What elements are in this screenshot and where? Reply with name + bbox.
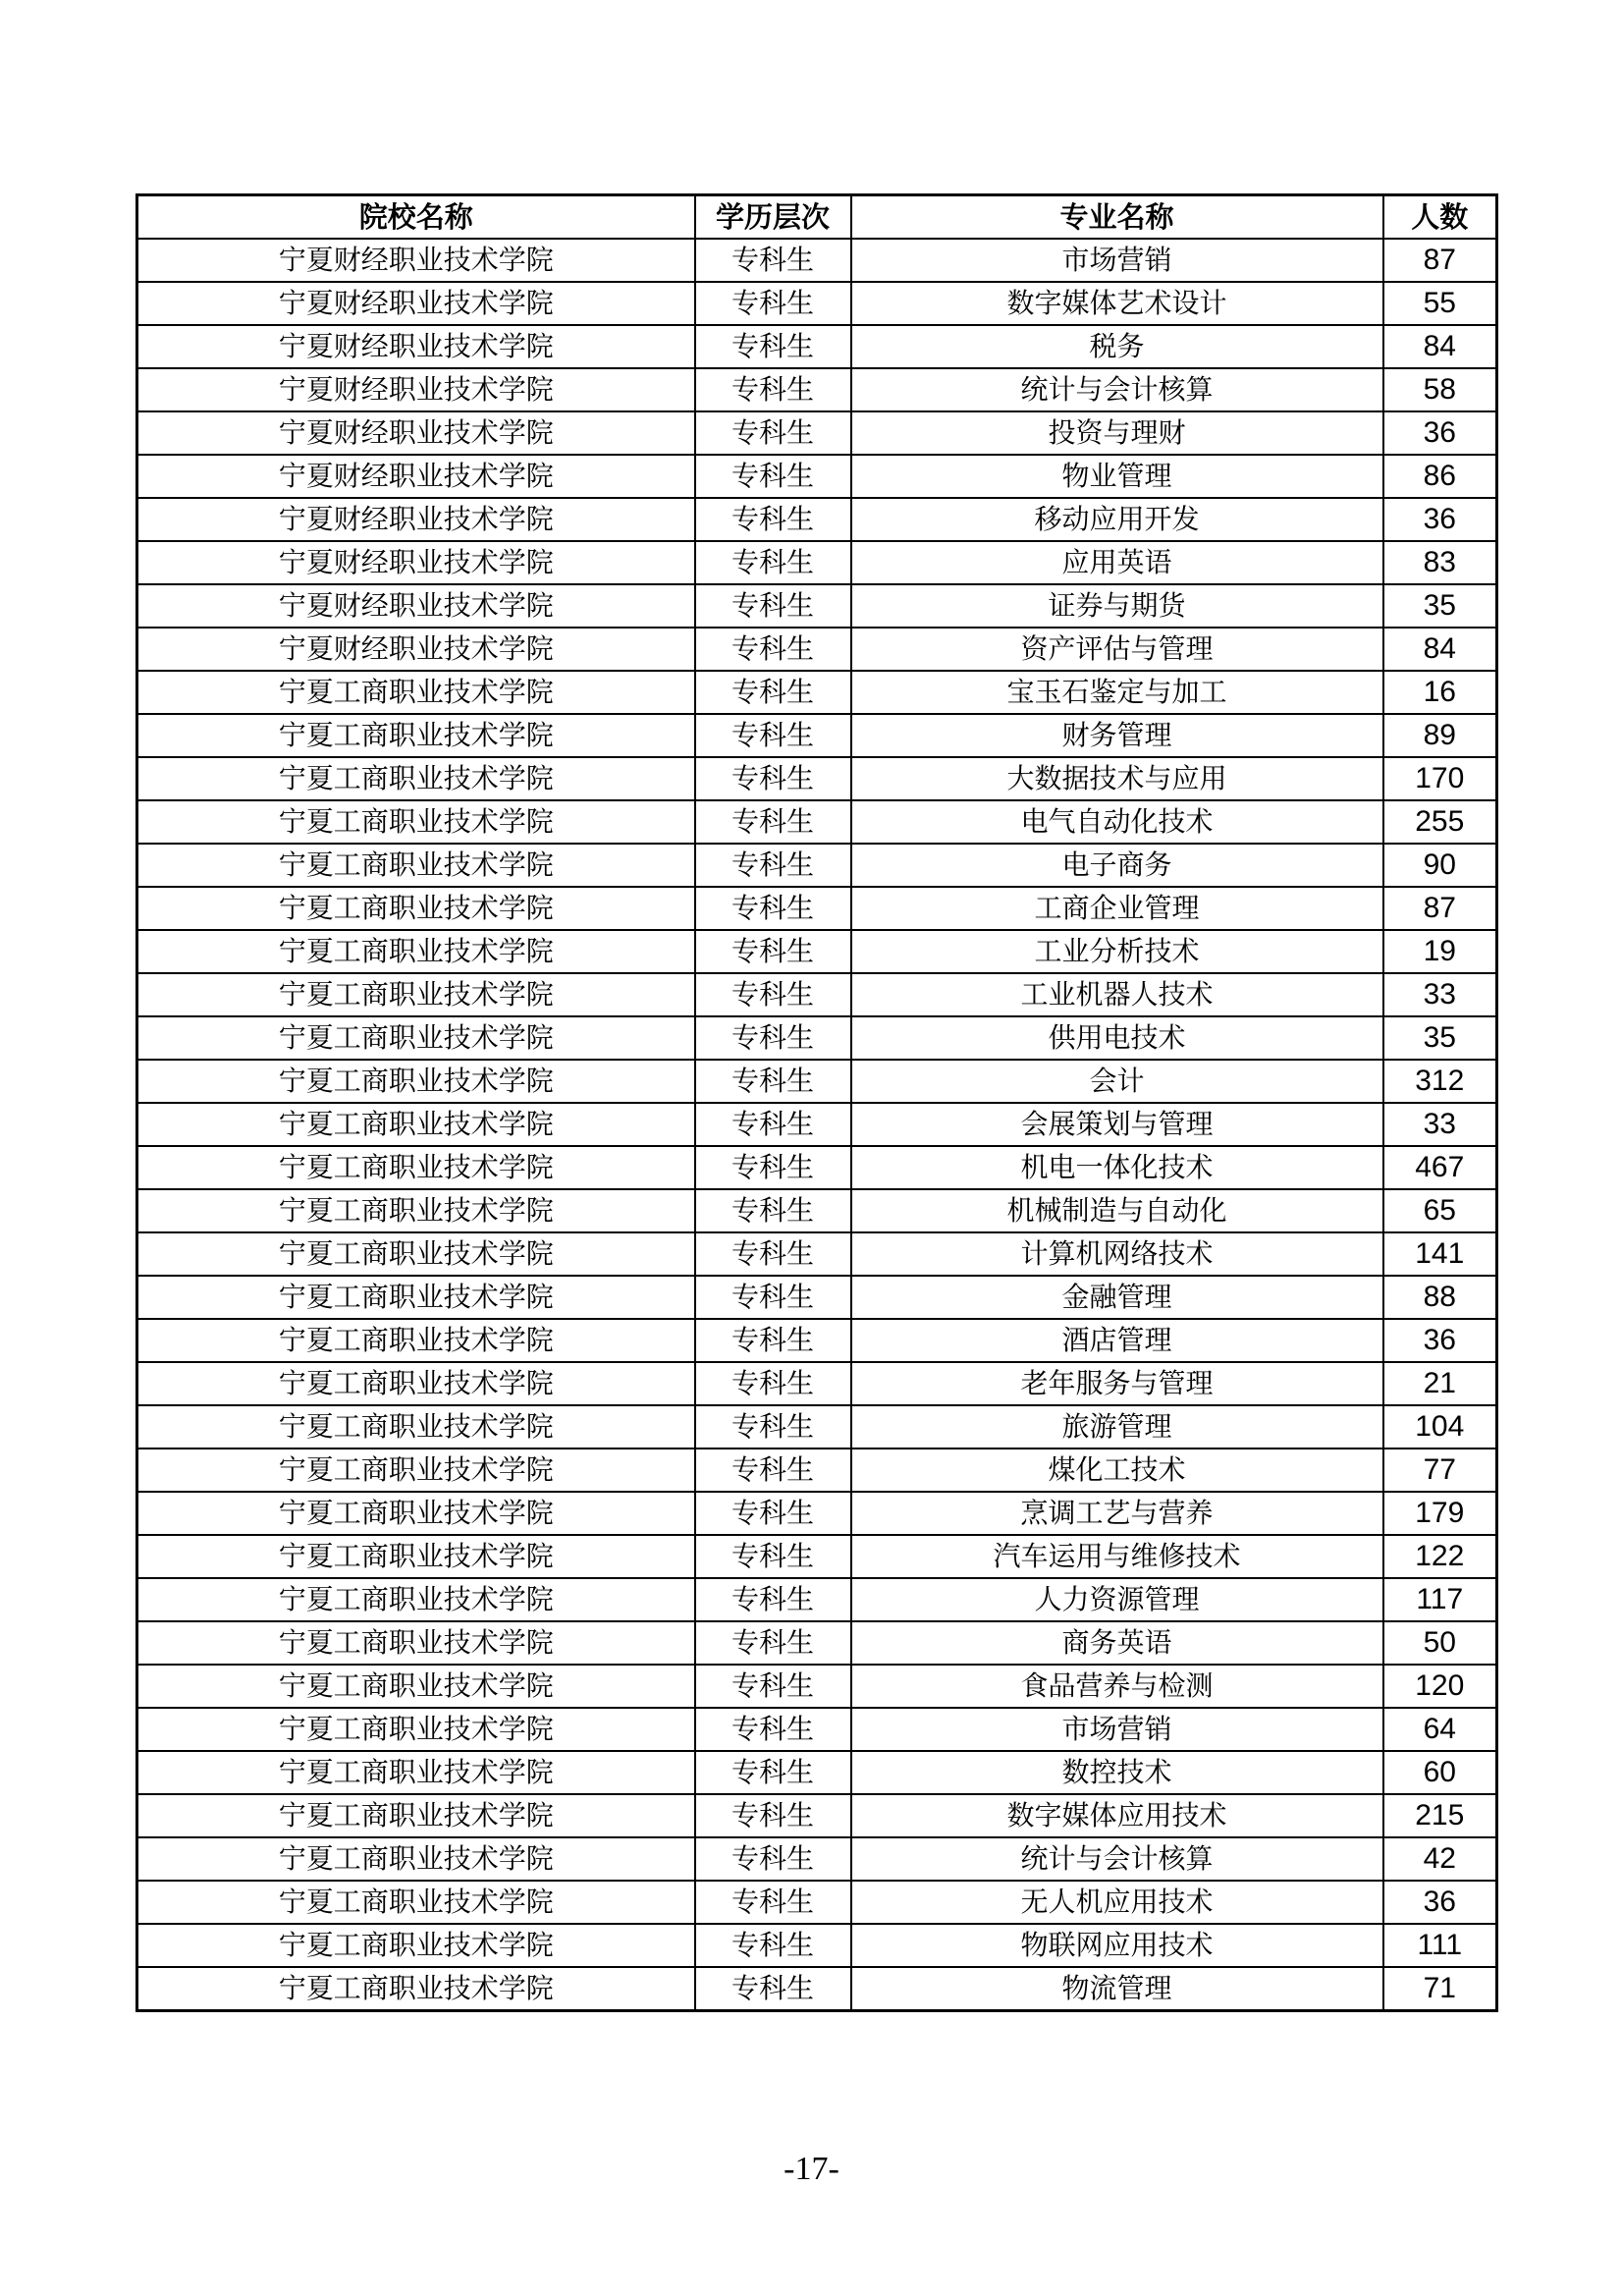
cell-count: 83	[1383, 541, 1497, 584]
cell-level: 专科生	[695, 1665, 851, 1708]
cell-school: 宁夏工商职业技术学院	[137, 1967, 695, 2011]
cell-major: 工商企业管理	[851, 887, 1383, 930]
cell-level: 专科生	[695, 887, 851, 930]
table-row	[137, 1449, 1497, 1492]
cell-major: 数控技术	[851, 1751, 1383, 1794]
cell-major: 计算机网络技术	[851, 1232, 1383, 1276]
table-row	[137, 1189, 1497, 1232]
cell-level: 专科生	[695, 1621, 851, 1665]
cell-major: 机电一体化技术	[851, 1146, 1383, 1189]
cell-major: 汽车运用与维修技术	[851, 1535, 1383, 1578]
cell-school: 宁夏工商职业技术学院	[137, 1405, 695, 1449]
cell-level: 专科生	[695, 411, 851, 455]
cell-school: 宁夏工商职业技术学院	[137, 1492, 695, 1535]
cell-major: 机械制造与自动化	[851, 1189, 1383, 1232]
table-row	[137, 584, 1497, 628]
table-row	[137, 1708, 1497, 1751]
cell-major: 烹调工艺与营养	[851, 1492, 1383, 1535]
cell-count: 65	[1383, 1189, 1497, 1232]
cell-count: 60	[1383, 1751, 1497, 1794]
table-row	[137, 757, 1497, 800]
cell-level: 专科生	[695, 757, 851, 800]
cell-level: 专科生	[695, 498, 851, 541]
cell-level: 专科生	[695, 1189, 851, 1232]
cell-level: 专科生	[695, 930, 851, 973]
cell-count: 35	[1383, 1016, 1497, 1060]
cell-count: 87	[1383, 239, 1497, 282]
cell-count: 179	[1383, 1492, 1497, 1535]
cell-school: 宁夏财经职业技术学院	[137, 282, 695, 325]
table-row	[137, 411, 1497, 455]
cell-level: 专科生	[695, 844, 851, 887]
cell-school: 宁夏工商职业技术学院	[137, 1578, 695, 1621]
cell-major: 无人机应用技术	[851, 1881, 1383, 1924]
cell-level: 专科生	[695, 1578, 851, 1621]
table-row	[137, 368, 1497, 411]
cell-level: 专科生	[695, 1837, 851, 1881]
cell-school: 宁夏财经职业技术学院	[137, 498, 695, 541]
cell-count: 21	[1383, 1362, 1497, 1405]
cell-school: 宁夏财经职业技术学院	[137, 628, 695, 671]
table-row	[137, 1146, 1497, 1189]
cell-school: 宁夏工商职业技术学院	[137, 1449, 695, 1492]
cell-count: 88	[1383, 1276, 1497, 1319]
cell-major: 电子商务	[851, 844, 1383, 887]
cell-school: 宁夏工商职业技术学院	[137, 1837, 695, 1881]
cell-major: 数字媒体应用技术	[851, 1794, 1383, 1837]
cell-school: 宁夏工商职业技术学院	[137, 1146, 695, 1189]
cell-school: 宁夏财经职业技术学院	[137, 584, 695, 628]
cell-count: 64	[1383, 1708, 1497, 1751]
table-row	[137, 1751, 1497, 1794]
table-row	[137, 1794, 1497, 1837]
cell-major: 市场营销	[851, 1708, 1383, 1751]
cell-count: 111	[1383, 1924, 1497, 1967]
cell-count: 87	[1383, 887, 1497, 930]
cell-level: 专科生	[695, 973, 851, 1016]
table-row	[137, 973, 1497, 1016]
table-row	[137, 800, 1497, 844]
cell-count: 90	[1383, 844, 1497, 887]
cell-level: 专科生	[695, 1449, 851, 1492]
cell-major: 人力资源管理	[851, 1578, 1383, 1621]
table-row	[137, 930, 1497, 973]
cell-major: 煤化工技术	[851, 1449, 1383, 1492]
cell-count: 86	[1383, 455, 1497, 498]
cell-school: 宁夏工商职业技术学院	[137, 1535, 695, 1578]
table-row	[137, 887, 1497, 930]
cell-school: 宁夏财经职业技术学院	[137, 368, 695, 411]
table-row	[137, 1405, 1497, 1449]
cell-level: 专科生	[695, 1319, 851, 1362]
cell-count: 122	[1383, 1535, 1497, 1578]
cell-school: 宁夏工商职业技术学院	[137, 1708, 695, 1751]
cell-level: 专科生	[695, 584, 851, 628]
cell-school: 宁夏工商职业技术学院	[137, 1103, 695, 1146]
cell-count: 77	[1383, 1449, 1497, 1492]
table-row	[137, 1232, 1497, 1276]
cell-level: 专科生	[695, 1924, 851, 1967]
table-row	[137, 1621, 1497, 1665]
cell-school: 宁夏工商职业技术学院	[137, 671, 695, 714]
cell-count: 215	[1383, 1794, 1497, 1837]
table-row	[137, 282, 1497, 325]
cell-level: 专科生	[695, 455, 851, 498]
table-row	[137, 1924, 1497, 1967]
cell-major: 工业分析技术	[851, 930, 1383, 973]
cell-count: 36	[1383, 1881, 1497, 1924]
table-row	[137, 498, 1497, 541]
cell-count: 170	[1383, 757, 1497, 800]
cell-count: 55	[1383, 282, 1497, 325]
cell-count: 33	[1383, 1103, 1497, 1146]
table-row	[137, 325, 1497, 368]
table-row	[137, 1362, 1497, 1405]
cell-major: 物业管理	[851, 455, 1383, 498]
cell-level: 专科生	[695, 1276, 851, 1319]
table-row	[137, 455, 1497, 498]
cell-major: 老年服务与管理	[851, 1362, 1383, 1405]
table-row	[137, 1967, 1497, 2011]
cell-major: 金融管理	[851, 1276, 1383, 1319]
table-header-row	[137, 195, 1497, 240]
table-row	[137, 1319, 1497, 1362]
cell-level: 专科生	[695, 541, 851, 584]
cell-school: 宁夏工商职业技术学院	[137, 930, 695, 973]
cell-major: 电气自动化技术	[851, 800, 1383, 844]
cell-school: 宁夏财经职业技术学院	[137, 325, 695, 368]
cell-major: 证券与期货	[851, 584, 1383, 628]
cell-count: 36	[1383, 498, 1497, 541]
cell-level: 专科生	[695, 1405, 851, 1449]
cell-level: 专科生	[695, 1708, 851, 1751]
cell-level: 专科生	[695, 1794, 851, 1837]
cell-major: 财务管理	[851, 714, 1383, 757]
table-row	[137, 1060, 1497, 1103]
cell-count: 84	[1383, 325, 1497, 368]
cell-major: 物流管理	[851, 1967, 1383, 2011]
table-row	[137, 1535, 1497, 1578]
cell-school: 宁夏工商职业技术学院	[137, 1362, 695, 1405]
cell-school: 宁夏财经职业技术学院	[137, 239, 695, 282]
cell-major: 投资与理财	[851, 411, 1383, 455]
cell-major: 酒店管理	[851, 1319, 1383, 1362]
cell-level: 专科生	[695, 1492, 851, 1535]
cell-major: 食品营养与检测	[851, 1665, 1383, 1708]
table-row	[137, 1837, 1497, 1881]
cell-major: 税务	[851, 325, 1383, 368]
cell-major: 资产评估与管理	[851, 628, 1383, 671]
table-row	[137, 541, 1497, 584]
cell-level: 专科生	[695, 1362, 851, 1405]
cell-count: 35	[1383, 584, 1497, 628]
cell-count: 33	[1383, 973, 1497, 1016]
cell-level: 专科生	[695, 1535, 851, 1578]
table-row	[137, 239, 1497, 282]
table-row	[137, 1276, 1497, 1319]
table-row	[137, 1578, 1497, 1621]
cell-school: 宁夏财经职业技术学院	[137, 411, 695, 455]
cell-count: 71	[1383, 1967, 1497, 2011]
cell-count: 255	[1383, 800, 1497, 844]
cell-school: 宁夏工商职业技术学院	[137, 1016, 695, 1060]
table-row	[137, 1016, 1497, 1060]
cell-count: 467	[1383, 1146, 1497, 1189]
cell-count: 104	[1383, 1405, 1497, 1449]
cell-major: 商务英语	[851, 1621, 1383, 1665]
table-row	[137, 714, 1497, 757]
cell-school: 宁夏财经职业技术学院	[137, 541, 695, 584]
cell-level: 专科生	[695, 282, 851, 325]
cell-level: 专科生	[695, 368, 851, 411]
cell-level: 专科生	[695, 1751, 851, 1794]
cell-count: 141	[1383, 1232, 1497, 1276]
page-number: -17-	[784, 2151, 839, 2187]
cell-level: 专科生	[695, 800, 851, 844]
cell-major: 数字媒体艺术设计	[851, 282, 1383, 325]
cell-school: 宁夏财经职业技术学院	[137, 455, 695, 498]
cell-major: 会展策划与管理	[851, 1103, 1383, 1146]
cell-major: 统计与会计核算	[851, 368, 1383, 411]
cell-school: 宁夏工商职业技术学院	[137, 757, 695, 800]
cell-school: 宁夏工商职业技术学院	[137, 1794, 695, 1837]
cell-level: 专科生	[695, 1967, 851, 2011]
cell-school: 宁夏工商职业技术学院	[137, 714, 695, 757]
cell-count: 50	[1383, 1621, 1497, 1665]
cell-count: 42	[1383, 1837, 1497, 1881]
cell-school: 宁夏工商职业技术学院	[137, 1924, 695, 1967]
cell-level: 专科生	[695, 239, 851, 282]
cell-level: 专科生	[695, 1232, 851, 1276]
cell-count: 19	[1383, 930, 1497, 973]
cell-major: 统计与会计核算	[851, 1837, 1383, 1881]
cell-school: 宁夏工商职业技术学院	[137, 844, 695, 887]
cell-major: 市场营销	[851, 239, 1383, 282]
cell-level: 专科生	[695, 1060, 851, 1103]
table-row	[137, 1103, 1497, 1146]
cell-count: 312	[1383, 1060, 1497, 1103]
table-row	[137, 844, 1497, 887]
cell-major: 会计	[851, 1060, 1383, 1103]
cell-school: 宁夏工商职业技术学院	[137, 1665, 695, 1708]
table-row	[137, 1881, 1497, 1924]
cell-level: 专科生	[695, 671, 851, 714]
cell-major: 供用电技术	[851, 1016, 1383, 1060]
cell-school: 宁夏工商职业技术学院	[137, 1232, 695, 1276]
cell-level: 专科生	[695, 1881, 851, 1924]
cell-school: 宁夏工商职业技术学院	[137, 1319, 695, 1362]
cell-count: 36	[1383, 1319, 1497, 1362]
cell-count: 120	[1383, 1665, 1497, 1708]
table-body	[137, 239, 1497, 2011]
table-row	[137, 671, 1497, 714]
cell-count: 89	[1383, 714, 1497, 757]
cell-level: 专科生	[695, 325, 851, 368]
cell-major: 应用英语	[851, 541, 1383, 584]
cell-school: 宁夏工商职业技术学院	[137, 1881, 695, 1924]
header-school: 院校名称	[137, 195, 695, 240]
cell-count: 16	[1383, 671, 1497, 714]
cell-school: 宁夏工商职业技术学院	[137, 1060, 695, 1103]
cell-count: 117	[1383, 1578, 1497, 1621]
cell-school: 宁夏工商职业技术学院	[137, 973, 695, 1016]
cell-count: 84	[1383, 628, 1497, 671]
cell-level: 专科生	[695, 714, 851, 757]
cell-school: 宁夏工商职业技术学院	[137, 800, 695, 844]
cell-major: 大数据技术与应用	[851, 757, 1383, 800]
table-row	[137, 1492, 1497, 1535]
cell-major: 工业机器人技术	[851, 973, 1383, 1016]
header-count: 人数	[1383, 195, 1497, 240]
cell-count: 36	[1383, 411, 1497, 455]
header-level: 学历层次	[695, 195, 851, 240]
cell-school: 宁夏工商职业技术学院	[137, 1751, 695, 1794]
cell-school: 宁夏工商职业技术学院	[137, 887, 695, 930]
cell-school: 宁夏工商职业技术学院	[137, 1621, 695, 1665]
table-row	[137, 628, 1497, 671]
cell-level: 专科生	[695, 1016, 851, 1060]
cell-count: 58	[1383, 368, 1497, 411]
cell-level: 专科生	[695, 1103, 851, 1146]
cell-major: 物联网应用技术	[851, 1924, 1383, 1967]
header-major: 专业名称	[851, 195, 1383, 240]
enrollment-table	[135, 193, 1498, 2012]
cell-major: 移动应用开发	[851, 498, 1383, 541]
cell-major: 宝玉石鉴定与加工	[851, 671, 1383, 714]
cell-level: 专科生	[695, 1146, 851, 1189]
table-row	[137, 1665, 1497, 1708]
cell-school: 宁夏工商职业技术学院	[137, 1276, 695, 1319]
cell-level: 专科生	[695, 628, 851, 671]
cell-school: 宁夏工商职业技术学院	[137, 1189, 695, 1232]
cell-major: 旅游管理	[851, 1405, 1383, 1449]
